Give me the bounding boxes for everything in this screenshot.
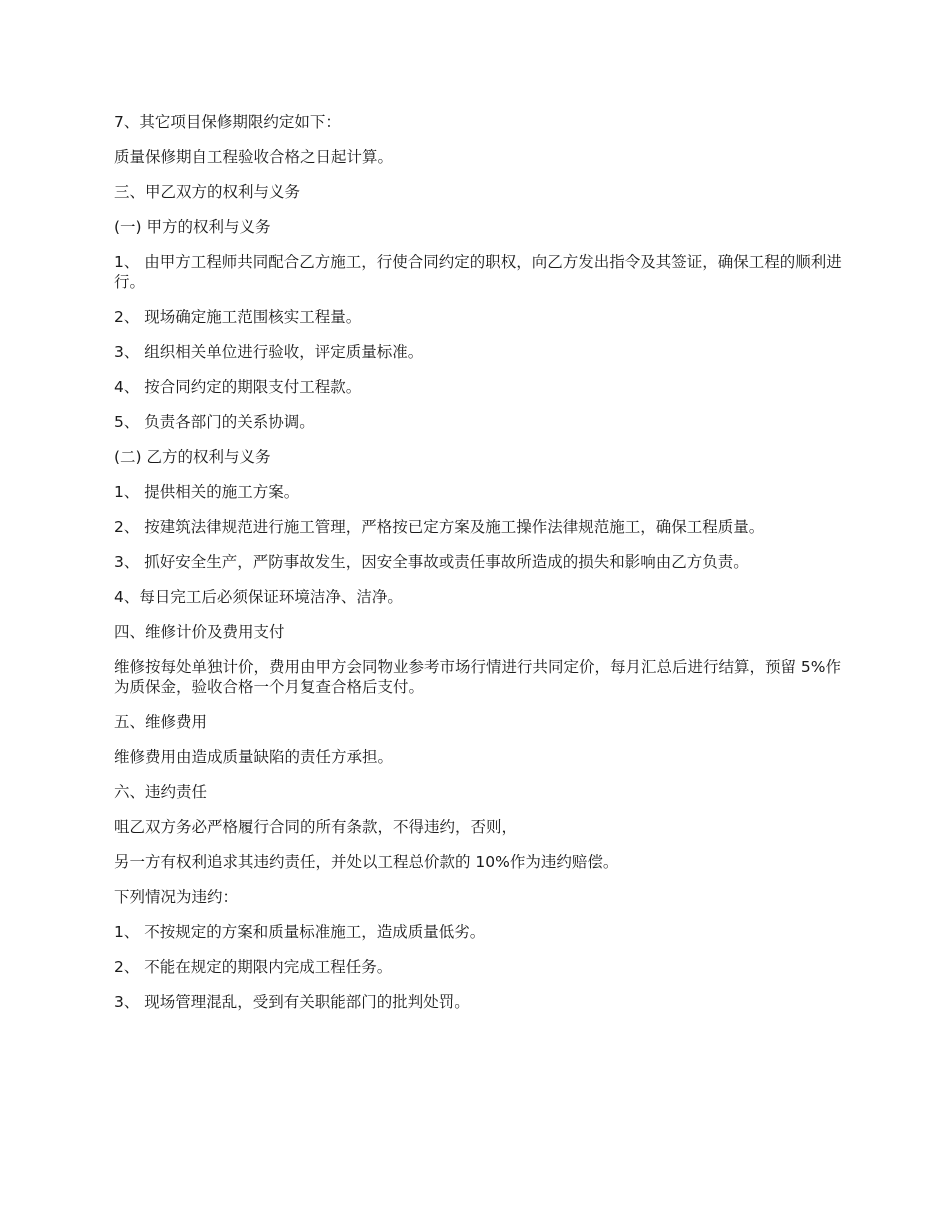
party-b-item-3: 3、 抓好安全生产，严防事故发生，因安全事故或责任事故所造成的损失和影响由乙方负责。: [114, 553, 749, 571]
party-a-item-3: 3、 组织相关单位进行验收，评定质量标准。: [114, 343, 424, 361]
party-a-item-1: 1、 由甲方工程师共同配合乙方施工，行使合同约定的职权，向乙方发出指令及其签证，确保工程的顺利进行。: [114, 253, 842, 291]
party-b-item-1: 1、 提供相关的施工方案。: [114, 483, 300, 501]
breach-compensation-text: 另一方有权利追求其违约责任，并处以工程总价款的 10%作为违约赔偿。: [114, 853, 619, 871]
section-heading-5: 五、维修费用: [114, 713, 208, 731]
warranty-start-text: 质量保修期自工程验收合格之日起计算。: [114, 148, 394, 166]
breach-case-2: 2、 不能在规定的期限内完成工程任务。: [114, 958, 393, 976]
pricing-payment-text: 维修按每处单独计价，费用由甲方会同物业参考市场行情进行共同定价，每月汇总后进行结算，预留 5%作为质保金，验收合格一个月复查合格后支付。: [114, 658, 842, 696]
breach-cases-heading: 下列情况为违约：: [114, 888, 239, 906]
breach-case-1: 1、 不按规定的方案和质量标准施工，造成质量低劣。: [114, 923, 486, 941]
party-a-item-4: 4、 按合同约定的期限支付工程款。: [114, 378, 362, 396]
subsection-heading-party-a: (一) 甲方的权利与义务: [114, 218, 271, 236]
breach-case-3: 3、 现场管理混乱，受到有关职能部门的批判处罚。: [114, 993, 470, 1011]
party-b-item-2: 2、 按建筑法律规范进行施工管理，严格按已定方案及施工操作法律规范施工，确保工程质量。: [114, 518, 765, 536]
party-a-item-5: 5、 负责各部门的关系协调。: [114, 413, 315, 431]
section-heading-6: 六、违约责任: [114, 783, 208, 801]
clause-7-warranty-other: 7、其它项目保修期限约定如下：: [114, 113, 341, 131]
subsection-heading-party-b: (二) 乙方的权利与义务: [114, 448, 271, 466]
party-a-item-2: 2、 现场确定施工范围核实工程量。: [114, 308, 362, 326]
repair-cost-text: 维修费用由造成质量缺陷的责任方承担。: [114, 748, 394, 766]
section-heading-3: 三、甲乙双方的权利与义务: [114, 183, 301, 201]
breach-obligation-text: 咀乙双方务必严格履行合同的所有条款，不得违约，否则，: [114, 818, 518, 836]
document-body: [114, 112, 844, 1027]
party-b-item-4: 4、每日完工后必须保证环境洁净、洁净。: [114, 588, 403, 606]
section-heading-4: 四、维修计价及费用支付: [114, 623, 285, 641]
